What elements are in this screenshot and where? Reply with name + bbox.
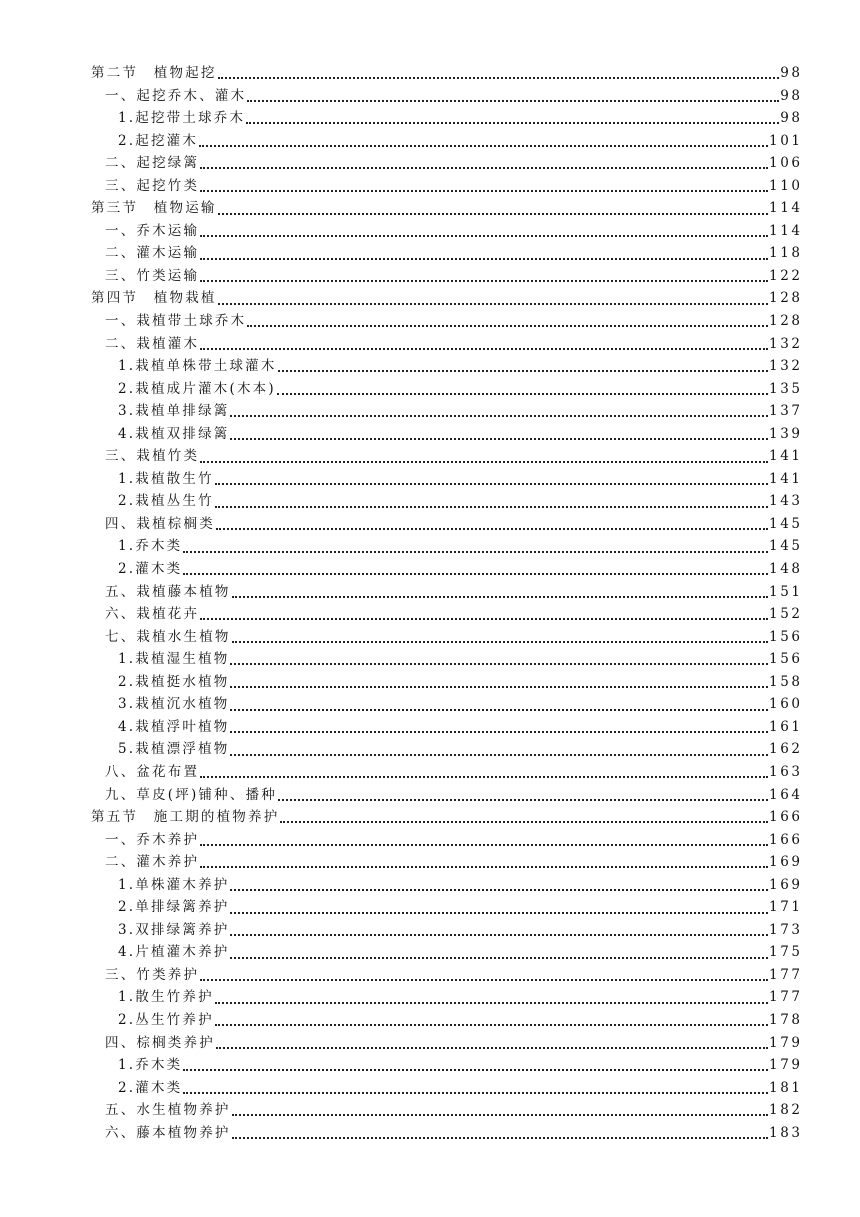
toc-entry[interactable] bbox=[91, 919, 803, 942]
toc-dot-leader bbox=[200, 844, 768, 846]
toc-entry[interactable] bbox=[91, 874, 803, 897]
toc-entry[interactable] bbox=[91, 490, 803, 513]
toc-entry[interactable] bbox=[91, 558, 803, 581]
toc-dot-leader bbox=[246, 122, 779, 124]
toc-dot-leader bbox=[247, 100, 779, 102]
toc-entry[interactable] bbox=[91, 1032, 803, 1055]
toc-entry-title: 六、栽植花卉 bbox=[105, 606, 200, 623]
toc-dot-leader bbox=[200, 618, 768, 620]
toc-entry[interactable] bbox=[91, 648, 803, 671]
toc-entry-page-number: 162 bbox=[769, 741, 803, 758]
toc-entry[interactable] bbox=[91, 1077, 803, 1100]
toc-entry[interactable] bbox=[91, 197, 803, 220]
toc-entry[interactable] bbox=[91, 693, 803, 716]
toc-entry[interactable] bbox=[91, 445, 803, 468]
toc-dot-leader bbox=[215, 506, 768, 508]
toc-entry-title: 2.栽植丛生竹 bbox=[118, 493, 214, 510]
toc-entry-page-number: 145 bbox=[769, 515, 803, 532]
toc-entry-page-number: 163 bbox=[769, 763, 803, 780]
toc-entry-title: 4.栽植双排绿篱 bbox=[118, 425, 230, 442]
toc-entry-title: 第四节 植物栽植 bbox=[91, 290, 217, 307]
toc-entry-page-number: 175 bbox=[769, 944, 803, 961]
toc-dot-leader bbox=[230, 731, 768, 733]
toc-entry-page-number: 110 bbox=[769, 177, 803, 194]
toc-dot-leader bbox=[183, 551, 768, 553]
toc-entry-page-number: 158 bbox=[769, 673, 803, 690]
toc-entry[interactable] bbox=[91, 535, 803, 558]
toc-dot-leader bbox=[215, 1024, 768, 1026]
toc-entry-page-number: 156 bbox=[769, 628, 803, 645]
toc-entry-page-number: 132 bbox=[769, 335, 803, 352]
toc-entry-title: 2.丛生竹养护 bbox=[118, 1011, 214, 1028]
toc-entry[interactable] bbox=[91, 85, 803, 108]
toc-entry-page-number: 178 bbox=[769, 1011, 803, 1028]
toc-dot-leader bbox=[247, 325, 768, 327]
toc-entry[interactable] bbox=[91, 378, 803, 401]
toc-entry-page-number: 179 bbox=[769, 1034, 803, 1051]
toc-entry-page-number: 141 bbox=[769, 470, 803, 487]
toc-entry-page-number: 169 bbox=[769, 854, 803, 871]
toc-entry-page-number: 101 bbox=[769, 132, 803, 149]
toc-entry[interactable] bbox=[91, 175, 803, 198]
toc-entry-page-number: 139 bbox=[769, 425, 803, 442]
toc-entry[interactable] bbox=[91, 896, 803, 919]
toc-entry[interactable] bbox=[91, 423, 803, 446]
toc-entry[interactable] bbox=[91, 242, 803, 265]
toc-dot-leader bbox=[230, 663, 768, 665]
toc-entry-page-number: 179 bbox=[769, 1057, 803, 1074]
toc-dot-leader bbox=[230, 754, 768, 756]
toc-dot-leader bbox=[200, 167, 768, 169]
toc-entry-page-number: 98 bbox=[780, 87, 803, 104]
toc-entry-title: 2.单排绿篱养护 bbox=[118, 899, 230, 916]
toc-entry[interactable] bbox=[91, 829, 803, 852]
toc-dot-leader bbox=[230, 438, 768, 440]
toc-dot-leader bbox=[230, 912, 768, 914]
toc-entry-title: 一、起挖乔木、灌木 bbox=[105, 87, 247, 104]
toc-entry[interactable] bbox=[91, 62, 803, 85]
toc-dot-leader bbox=[200, 258, 768, 260]
toc-entry-title: 2.灌木类 bbox=[118, 561, 183, 578]
toc-entry[interactable] bbox=[91, 400, 803, 423]
toc-dot-leader bbox=[199, 145, 768, 147]
toc-entry[interactable] bbox=[91, 1099, 803, 1122]
toc-entry-title: 1.乔木类 bbox=[118, 1057, 183, 1074]
toc-entry[interactable] bbox=[91, 738, 803, 761]
toc-entry-title: 1.起挖带土球乔木 bbox=[118, 110, 246, 127]
toc-entry-page-number: 128 bbox=[769, 290, 803, 307]
toc-dot-leader bbox=[232, 1114, 768, 1116]
toc-entry-title: 4.片植灌木养护 bbox=[118, 944, 230, 961]
toc-entry-title: 3.栽植单排绿篱 bbox=[118, 403, 230, 420]
toc-entry-title: 1.栽植散生竹 bbox=[118, 470, 214, 487]
toc-entry-page-number: 98 bbox=[780, 65, 803, 81]
toc-entry-page-number: 98 bbox=[780, 110, 803, 127]
toc-dot-leader bbox=[230, 415, 768, 417]
toc-entry-title: 一、乔木养护 bbox=[105, 831, 200, 848]
toc-entry-title: 七、栽植水生植物 bbox=[105, 628, 231, 645]
toc-entry-title: 三、起挖竹类 bbox=[105, 177, 200, 194]
toc-entry-title: 一、乔木运输 bbox=[105, 222, 200, 239]
toc-entry-page-number: 114 bbox=[769, 222, 803, 239]
toc-entry-title: 三、竹类养护 bbox=[105, 966, 200, 983]
toc-entry-title: 1.散生竹养护 bbox=[118, 989, 214, 1006]
toc-dot-leader bbox=[218, 213, 768, 215]
toc-dot-leader bbox=[230, 889, 768, 891]
toc-entry-page-number: 182 bbox=[769, 1102, 803, 1119]
toc-entry-page-number: 151 bbox=[769, 583, 803, 600]
toc-dot-leader bbox=[232, 641, 768, 643]
toc-dot-leader bbox=[200, 776, 768, 778]
toc-entry-title: 1.单株灌木养护 bbox=[118, 876, 230, 893]
toc-entry-page-number: 166 bbox=[769, 809, 803, 826]
toc-entry-title: 2.起挖灌木 bbox=[118, 132, 199, 149]
toc-entry-page-number: 145 bbox=[769, 538, 803, 555]
toc-entry-title: 九、草皮(坪)铺种、播种 bbox=[105, 786, 277, 803]
toc-entry-title: 第三节 植物运输 bbox=[91, 200, 217, 217]
toc-entry[interactable] bbox=[91, 287, 803, 310]
toc-entry[interactable] bbox=[91, 333, 803, 356]
toc-dot-leader bbox=[216, 1047, 768, 1049]
toc-entry-page-number: 173 bbox=[769, 921, 803, 938]
toc-entry[interactable] bbox=[91, 468, 803, 491]
toc-entry-page-number: 143 bbox=[769, 493, 803, 510]
toc-entry-title: 四、棕榈类养护 bbox=[105, 1034, 215, 1051]
toc-entry[interactable] bbox=[91, 1009, 803, 1032]
toc-entry-page-number: 171 bbox=[769, 899, 803, 916]
toc-entry-title: 2.栽植成片灌木(木本) bbox=[118, 380, 276, 397]
toc-entry-page-number: 148 bbox=[769, 561, 803, 578]
toc-entry-page-number: 132 bbox=[769, 358, 803, 375]
toc-entry-title: 三、栽植竹类 bbox=[105, 448, 200, 465]
toc-entry-page-number: 106 bbox=[769, 155, 803, 172]
toc-entry-page-number: 156 bbox=[769, 651, 803, 668]
toc-entry-page-number: 166 bbox=[769, 831, 803, 848]
toc-dot-leader bbox=[183, 1092, 768, 1094]
toc-entry-page-number: 128 bbox=[769, 313, 803, 330]
toc-dot-leader bbox=[232, 596, 768, 598]
table-of-contents bbox=[91, 62, 803, 1144]
toc-entry-page-number: 152 bbox=[769, 606, 803, 623]
toc-entry-page-number: 177 bbox=[769, 989, 803, 1006]
toc-entry-page-number: 160 bbox=[769, 696, 803, 713]
toc-dot-leader bbox=[230, 709, 768, 711]
toc-entry-title: 3.栽植沉水植物 bbox=[118, 696, 230, 713]
toc-dot-leader bbox=[183, 1069, 768, 1071]
toc-entry[interactable] bbox=[91, 130, 803, 153]
toc-dot-leader bbox=[230, 686, 768, 688]
toc-entry-title: 二、灌木养护 bbox=[105, 854, 200, 871]
toc-entry[interactable] bbox=[91, 941, 803, 964]
toc-entry-title: 八、盆花布置 bbox=[105, 763, 200, 780]
toc-dot-leader bbox=[230, 957, 768, 959]
toc-dot-leader bbox=[215, 1002, 768, 1004]
toc-entry-title: 一、栽植带土球乔木 bbox=[105, 313, 247, 330]
toc-entry-title: 二、栽植灌木 bbox=[105, 335, 200, 352]
toc-dot-leader bbox=[218, 303, 768, 305]
toc-entry[interactable] bbox=[91, 671, 803, 694]
toc-entry[interactable] bbox=[91, 964, 803, 987]
toc-entry-title: 4.栽植浮叶植物 bbox=[118, 718, 230, 735]
toc-entry[interactable] bbox=[91, 220, 803, 243]
toc-entry-title: 第二节 植物起挖 bbox=[91, 65, 217, 81]
toc-entry-title: 二、灌木运输 bbox=[105, 245, 200, 262]
toc-dot-leader bbox=[232, 1137, 768, 1139]
toc-entry-page-number: 181 bbox=[769, 1079, 803, 1096]
toc-dot-leader bbox=[278, 370, 768, 372]
toc-entry-title: 第五节 施工期的植物养护 bbox=[91, 809, 280, 826]
toc-entry-title: 1.栽植湿生植物 bbox=[118, 651, 230, 668]
toc-entry-page-number: 177 bbox=[769, 966, 803, 983]
toc-entry[interactable] bbox=[91, 784, 803, 807]
toc-entry[interactable] bbox=[91, 716, 803, 739]
toc-entry[interactable] bbox=[91, 265, 803, 288]
toc-entry-page-number: 137 bbox=[769, 403, 803, 420]
toc-entry-title: 五、水生植物养护 bbox=[105, 1102, 231, 1119]
toc-entry-page-number: 122 bbox=[769, 267, 803, 284]
toc-entry-page-number: 114 bbox=[769, 200, 803, 217]
toc-entry[interactable] bbox=[91, 761, 803, 784]
toc-entry-page-number: 183 bbox=[769, 1124, 803, 1141]
toc-entry-title: 1.栽植单株带土球灌木 bbox=[118, 358, 277, 375]
toc-entry[interactable] bbox=[91, 310, 803, 333]
toc-dot-leader bbox=[218, 77, 780, 79]
toc-entry[interactable] bbox=[91, 626, 803, 649]
toc-entry-title: 四、栽植棕榈类 bbox=[105, 515, 215, 532]
toc-dot-leader bbox=[200, 280, 768, 282]
toc-dot-leader bbox=[200, 235, 768, 237]
toc-dot-leader bbox=[200, 979, 768, 981]
toc-entry[interactable] bbox=[91, 152, 803, 175]
toc-entry[interactable] bbox=[91, 107, 803, 130]
toc-dot-leader bbox=[200, 348, 768, 350]
toc-dot-leader bbox=[216, 528, 768, 530]
toc-entry-title: 五、栽植藤本植物 bbox=[105, 583, 231, 600]
toc-entry-page-number: 161 bbox=[769, 718, 803, 735]
toc-entry[interactable] bbox=[91, 513, 803, 536]
toc-entry-title: 二、起挖绿篱 bbox=[105, 155, 200, 172]
toc-entry[interactable] bbox=[91, 986, 803, 1009]
toc-dot-leader bbox=[183, 573, 768, 575]
toc-entry[interactable] bbox=[91, 603, 803, 626]
toc-entry-title: 3.双排绿篱养护 bbox=[118, 921, 230, 938]
toc-dot-leader bbox=[278, 799, 768, 801]
toc-entry[interactable] bbox=[91, 581, 803, 604]
toc-entry-page-number: 118 bbox=[769, 245, 803, 262]
toc-entry-title: 1.乔木类 bbox=[118, 538, 183, 555]
toc-dot-leader bbox=[280, 821, 768, 823]
toc-entry[interactable] bbox=[91, 806, 803, 829]
toc-dot-leader bbox=[277, 393, 768, 395]
toc-entry-page-number: 164 bbox=[769, 786, 803, 803]
toc-entry[interactable] bbox=[91, 851, 803, 874]
toc-entry-title: 2.灌木类 bbox=[118, 1079, 183, 1096]
toc-dot-leader bbox=[230, 934, 768, 936]
toc-entry[interactable] bbox=[91, 1122, 803, 1145]
toc-entry-page-number: 135 bbox=[769, 380, 803, 397]
toc-entry-title: 5.栽植漂浮植物 bbox=[118, 741, 230, 758]
toc-entry-page-number: 141 bbox=[769, 448, 803, 465]
toc-entry[interactable] bbox=[91, 1054, 803, 1077]
toc-dot-leader bbox=[200, 866, 768, 868]
toc-dot-leader bbox=[215, 483, 768, 485]
toc-entry-page-number: 169 bbox=[769, 876, 803, 893]
toc-entry-title: 六、藤本植物养护 bbox=[105, 1124, 231, 1141]
toc-dot-leader bbox=[200, 461, 768, 463]
toc-dot-leader bbox=[200, 190, 768, 192]
toc-entry[interactable] bbox=[91, 355, 803, 378]
toc-entry-title: 2.栽植挺水植物 bbox=[118, 673, 230, 690]
toc-entry-title: 三、竹类运输 bbox=[105, 267, 200, 284]
